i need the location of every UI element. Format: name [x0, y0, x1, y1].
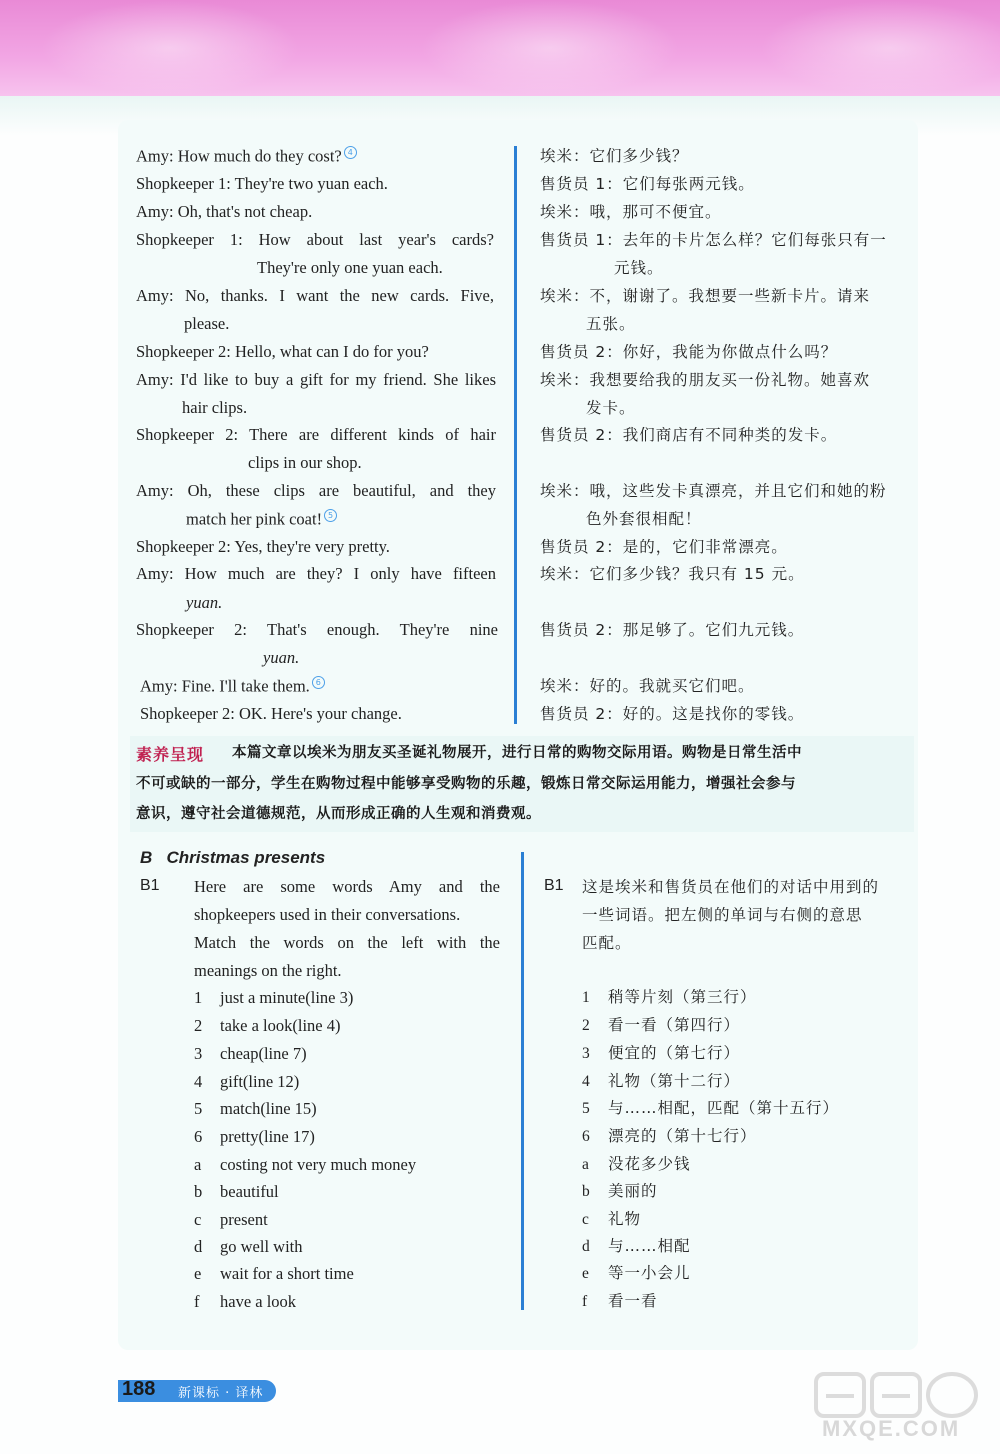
list-item: 5 match(line 15)	[194, 1099, 317, 1118]
dialogue-line-zh: 埃米：它们多少钱？我只有 15 元。	[540, 565, 805, 583]
literacy-title: 素养呈现	[136, 745, 205, 764]
dialogue-line: Shopkeeper 2: There are different kinds of hair	[136, 425, 496, 444]
dialogue-line-zh: 五张。	[586, 315, 636, 333]
band-highlight	[40, 0, 300, 96]
dialogue-line: Amy: I'd like to buy a gift for my friend. She likes	[136, 370, 496, 389]
series-name: 新课标 · 译林	[178, 1386, 264, 1401]
list-item: 4 礼物（第十二行）	[582, 1072, 741, 1090]
note-marker-icon: 6	[312, 676, 325, 689]
instruction-line-zh: 一些词语。把左侧的单词与右侧的意思	[582, 906, 863, 924]
note-marker-icon: 4	[344, 146, 357, 159]
dialogue-line: clips in our shop.	[248, 453, 362, 472]
page-number: 188	[122, 1378, 156, 1400]
instruction-line: meanings on the right.	[194, 961, 342, 980]
dialogue-line-zh: 发卡。	[586, 399, 636, 417]
dialogue-line: Shopkeeper 1: They're two yuan each.	[136, 174, 388, 193]
dialogue-line-zh: 售货员 2：我们商店有不同种类的发卡。	[540, 426, 838, 444]
list-item: c 礼物	[582, 1210, 642, 1228]
dialogue-line-zh: 埃米：哦，那可不便宜。	[540, 203, 722, 221]
dialogue-line-zh: 售货员 2：那足够了。它们九元钱。	[540, 621, 805, 639]
dialogue-line: hair clips.	[182, 398, 248, 417]
list-item: a 没花多少钱	[582, 1155, 691, 1173]
list-item: e 等一小会儿	[582, 1264, 691, 1282]
dialogue-line-zh: 埃米：哦，这些发卡真漂亮，并且它们和她的粉	[540, 482, 887, 500]
list-item: 5 与……相配，匹配（第十五行）	[582, 1099, 840, 1117]
list-item: e wait for a short time	[194, 1264, 354, 1283]
list-item: f have a look	[194, 1292, 297, 1311]
dialogue-line: Amy: Oh, that's not cheap.	[136, 202, 313, 221]
band-highlight	[760, 0, 1000, 96]
dialogue-line: please.	[184, 314, 230, 333]
dialogue-line: Amy: How much do they cost? 4	[136, 146, 357, 167]
band-highlight	[420, 0, 680, 96]
dialogue-line: Shopkeeper 2: That's enough. They're nine	[136, 620, 498, 639]
list-item: d go well with	[194, 1237, 303, 1256]
column-divider	[521, 852, 524, 1310]
list-item: d 与……相配	[582, 1237, 691, 1255]
dialogue-line: Amy: Fine. I'll take them. 6	[140, 676, 325, 697]
dialogue-line: Shopkeeper 2: OK. Here's your change.	[140, 704, 402, 723]
dialogue-line: Shopkeeper 2: Yes, they're very pretty.	[136, 537, 390, 556]
dialogue-line: Shopkeeper 2: Hello, what can I do for you?	[136, 342, 429, 361]
list-item: 2 take a look(line 4)	[194, 1016, 341, 1035]
literacy-text: 本篇文章以埃米为朋友买圣诞礼物展开，进行日常的购物交际用语。购物是日常生活中	[232, 745, 802, 761]
dialogue-line-zh: 元钱。	[614, 259, 664, 277]
list-item: c present	[194, 1210, 268, 1229]
list-item: 6 pretty(line 17)	[194, 1127, 315, 1146]
dialogue-line-zh: 售货员 2：好的。这是找你的零钱。	[540, 705, 805, 723]
list-item: 2 看一看（第四行）	[582, 1016, 741, 1034]
list-item: 4 gift(line 12)	[194, 1072, 300, 1091]
dialogue-line: yuan.	[186, 593, 223, 612]
exercise-label: B1	[140, 877, 160, 894]
watermark-text: MXQE.COM	[822, 1416, 961, 1441]
list-item: f 看一看	[582, 1292, 658, 1310]
list-item: a costing not very much money	[194, 1155, 417, 1174]
list-item: 1 just a minute(line 3)	[194, 988, 354, 1007]
dialogue-line: match her pink coat! 5	[186, 509, 337, 530]
dialogue-line-zh: 埃米：好的。我就买它们吧。	[540, 677, 755, 695]
instruction-line-zh: 这是埃米和售货员在他们的对话中用到的	[582, 878, 880, 896]
list-item: 6 漂亮的（第十七行）	[582, 1127, 757, 1145]
note-marker-icon: 5	[324, 509, 337, 522]
list-item: b 美丽的	[582, 1182, 658, 1200]
dialogue-line-zh: 色外套很相配！	[586, 510, 702, 528]
list-item: b beautiful	[194, 1182, 279, 1201]
dialogue-line-zh: 埃米：不，谢谢了。我想要一些新卡片。请来	[540, 287, 871, 305]
literacy-text: 不可或缺的一部分，学生在购物过程中能够享受购物的乐趣，锻炼日常交际运用能力，增强社会参与	[136, 776, 796, 792]
list-item: 3 cheap(line 7)	[194, 1044, 307, 1063]
dialogue-line: They're only one yuan each.	[257, 258, 443, 277]
instruction-line-zh: 匹配。	[582, 934, 632, 952]
dialogue-line-zh: 售货员 1：去年的卡片怎么样？它们每张只有一	[540, 231, 887, 249]
dialogue-line: yuan.	[263, 648, 300, 667]
list-item: 1 稍等片刻（第三行）	[582, 988, 757, 1006]
literacy-text: 意识，遵守社会道德规范，从而形成正确的人生观和消费观。	[136, 806, 541, 822]
instruction-line: Match the words on the left with the	[194, 933, 500, 952]
dialogue-line-zh: 售货员 2：你好，我能为你做点什么吗？	[540, 343, 838, 361]
dialogue-line-zh: 埃米：我想要给我的朋友买一份礼物。她喜欢	[540, 371, 871, 389]
section-heading: B Christmas presents	[140, 848, 326, 867]
instruction-line: shopkeepers used in their conversations.	[194, 905, 461, 924]
dialogue-line-zh: 售货员 2：是的，它们非常漂亮。	[540, 538, 788, 556]
list-item: 3 便宜的（第七行）	[582, 1044, 741, 1062]
instruction-line: Here are some words Amy and the	[194, 877, 500, 896]
dialogue-line: Amy: How much are they? I only have fifteen	[136, 564, 496, 583]
top-decorative-band	[0, 0, 1000, 96]
exercise-label-zh: B1	[544, 877, 564, 894]
dialogue-line-zh: 埃米：它们多少钱？	[540, 147, 689, 165]
dialogue-line-zh: 售货员 1：它们每张两元钱。	[540, 175, 755, 193]
column-divider	[514, 146, 517, 724]
dialogue-line: Amy: Oh, these clips are beautiful, and they	[136, 481, 496, 500]
dialogue-line: Amy: No, thanks. I want the new cards. Five,	[136, 286, 494, 305]
dialogue-line: Shopkeeper 1: How about last year's cards?	[136, 230, 494, 249]
